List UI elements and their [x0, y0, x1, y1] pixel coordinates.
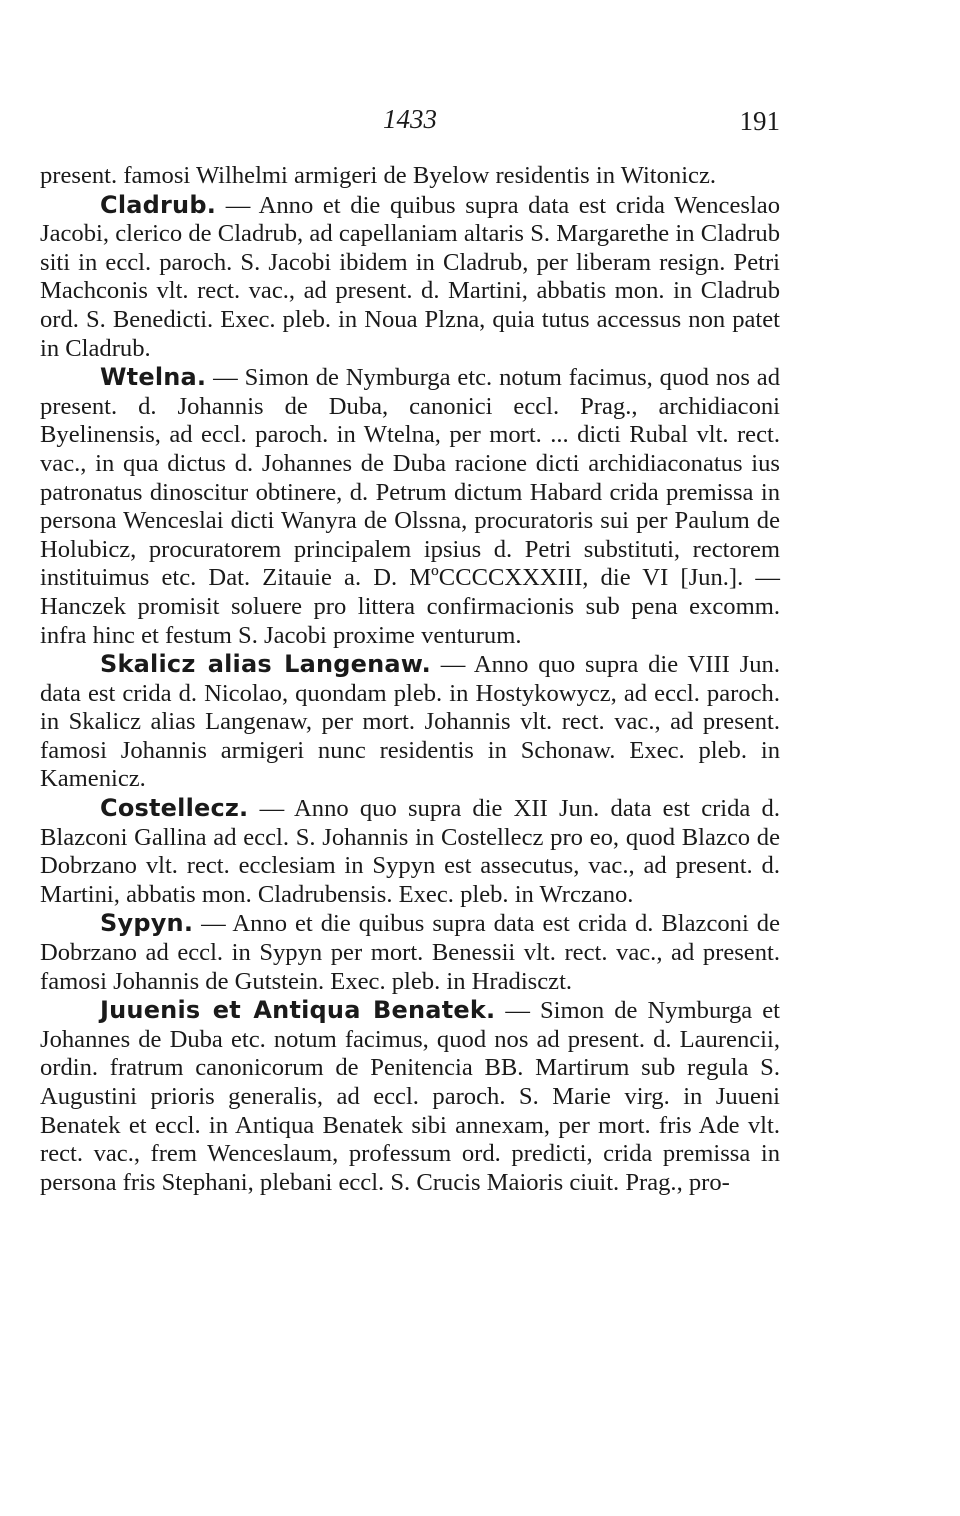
page-number: 191	[739, 106, 780, 136]
entry-cladrub	[40, 191, 780, 364]
entry-text: — Simon de Nymburga et Johannes de Duba etc. notum facimus, quod nos ad present. d. Laurencii, ordin. fratrum canonicorum de Penitencia BB. Martirum sub regula S. Augustini prioris generalis, ad eccl. paroch. S. Marie virg. in Juueni Benatek et eccl. in Antiqua Benatek sibi annexam, per mort. fris Ade vlt. rect. vac., frem Wenceslaum, professum ord. predicti, crida premissa in persona fris Stephani, plebani eccl. S. Crucis Maioris ciuit. Prag., pro-	[40, 997, 780, 1196]
entry-wtelna	[40, 363, 780, 650]
entry-costellecz	[40, 794, 780, 909]
entry-text: — Anno quo supra die XII Jun. data est crida d. Blazconi Gallina ad eccl. S. Johannis in Costellecz pro eo, quod Blazco de Dobrzano vlt. rect. ecclesiam in Sypyn est assecutus, vac., ad present. d. Martini, abbatis mon. Cladrubensis. Exec. pleb. in Wrczano.	[40, 795, 780, 908]
entry-heading: Wtelna.	[100, 363, 207, 392]
entry-skalicz	[40, 650, 780, 794]
entry-heading: Cladrub.	[100, 190, 217, 219]
running-head	[40, 100, 780, 140]
entry-heading: Skalicz alias Langenaw.	[100, 650, 431, 679]
entry-heading: Costellecz.	[100, 794, 249, 823]
entry-text: — Anno et die quibus supra data est crida d. Blazconi de Dobrzano ad eccl. in Sypyn per mort. Benessii vlt. rect. vac., ad present. famosi Johannis de Gutstein. Exec. pleb. in Hradisczt.	[40, 910, 780, 995]
document-page	[40, 0, 780, 1516]
entry-text: — Anno quo supra die VIII Jun. data est crida d. Nicolao, quondam pleb. in Hostykowycz, ad eccl. paroch. in Skalicz alias Langenaw, per mort. Johannis vlt. rect. vac., ad present. famosi Johannis armigeri nunc residentis in Schonaw. Exec. pleb. in Kamenicz.	[40, 651, 780, 793]
entry-sypyn	[40, 909, 780, 996]
body-text	[40, 162, 780, 1197]
entry-heading: Sypyn.	[100, 909, 194, 938]
paragraph-continuation	[40, 162, 780, 191]
entry-benatek	[40, 996, 780, 1197]
entry-text: — Simon de Nymburga etc. notum facimus, quod nos ad present. d. Johannis de Duba, canonici eccl. Prag., archidiaconi Byelinensis, ad eccl. paroch. in Wtelna, per mort. ... dicti Rubal vlt. rect. vac., in qua dictus d. Johannes de Duba racione dicti archidiaconatus ius patronatus dinoscitur obtinere, d. Petrum dictum Habard crida premissa in persona Wenceslai dicti Wanyra de Olssna, procuratoris sui per Paulum de Holubicz, procuratorem principalem ipsius d. Petri substituti, rectorem instituimus etc. Dat. Zitauie a. D. MºCCCCXXXIII, die VI [Jun.]. — Hanczek promisit soluere pro littera confirmacionis sub pena excomm. infra hinc et festum S. Jacobi proxime venturum.	[40, 364, 780, 649]
year-heading: 1433	[383, 104, 437, 134]
paragraph-text: present. famosi Wilhelmi armigeri de Byelow residentis in Witonicz.	[40, 162, 717, 189]
entry-text: — Anno et die quibus supra data est crida Wenceslao Jacobi, clerico de Cladrub, ad capellaniam altaris S. Margarethe in Cladrub siti in eccl. paroch. S. Jacobi ibidem in Cladrub, per liberam resign. Petri Machconis vlt. rect. vac., ad present. d. Martini, abbatis mon. in Cladrub ord. S. Benedicti. Exec. pleb. in Noua Plzna, quia tutus accessus non patet in Cladrub.	[40, 191, 780, 362]
entry-heading: Juuenis et Antiqua Benatek.	[100, 996, 496, 1025]
